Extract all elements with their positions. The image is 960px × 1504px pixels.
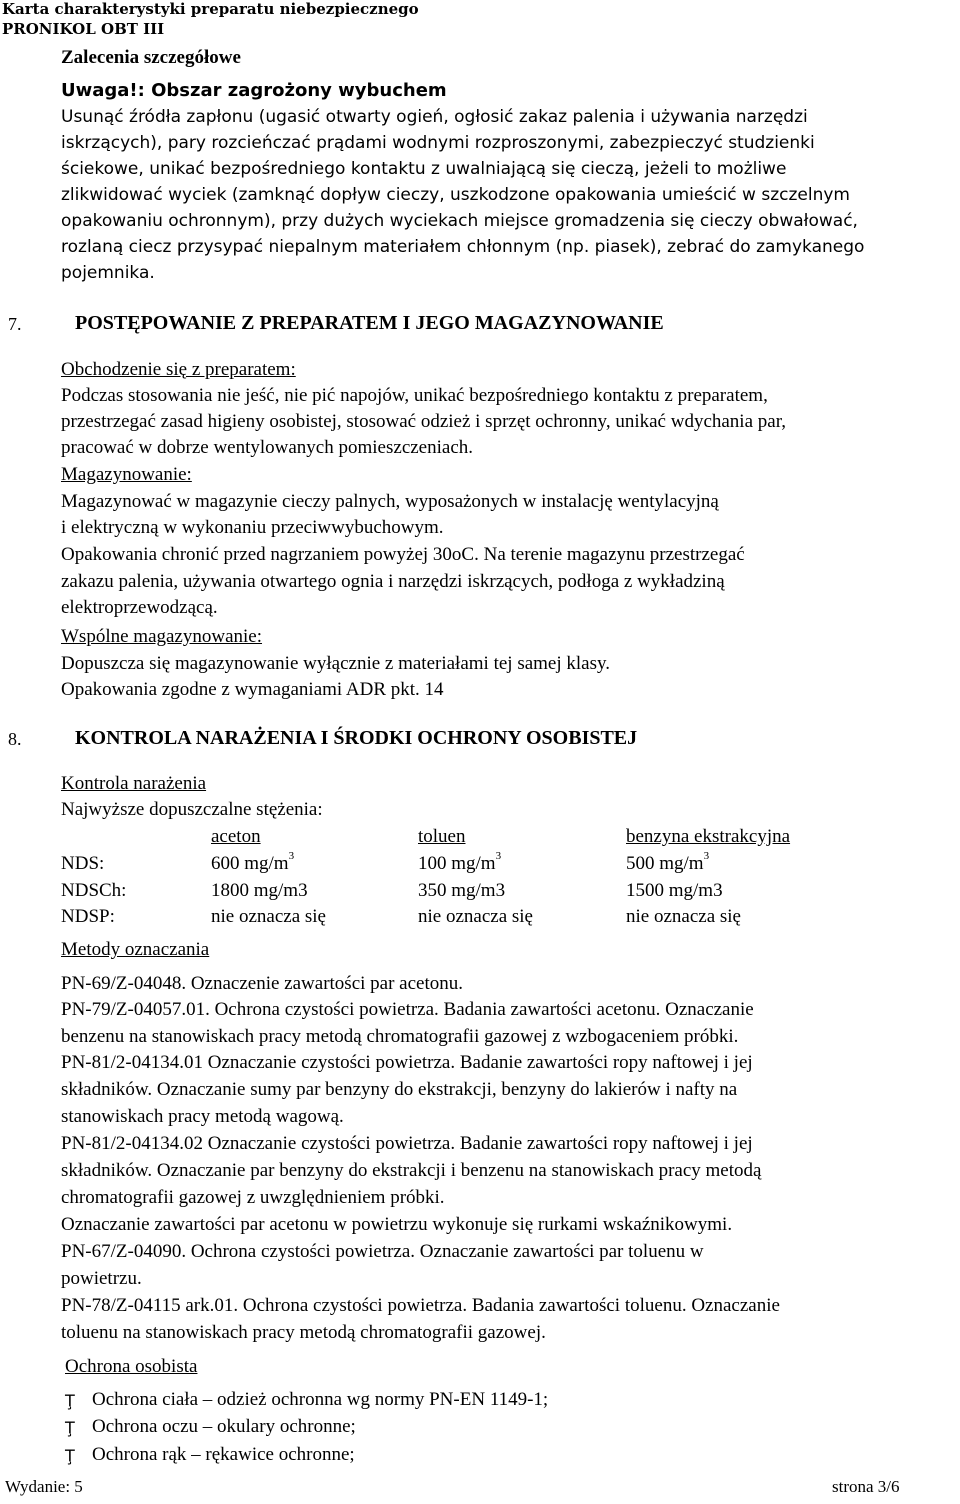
storage-line: i elektryczną w wykonaniu przeciwwybuchowym. [61, 517, 444, 538]
protection-item: Ochrona oczu – okulary ochronne; [92, 1416, 356, 1437]
bullet-icon: Ţ [65, 1418, 75, 1437]
method-line: PN-78/Z-04115 ark.01. Ochrona czystości powietrza. Badania zawartości toluenu. Oznaczanie [61, 1295, 780, 1316]
method-line: składników. Oznaczanie sumy par benzyny do ekstrakcji, benzyny do lakierów i nafty na [61, 1079, 738, 1100]
table-cell: 1500 mg/m3 [626, 880, 723, 901]
table-cell [626, 850, 710, 875]
storage-heading-text: Magazynowanie: [61, 464, 192, 485]
section6-line: opakowaniu ochronnym), przy dużych wyciekach miejsce gromadzenia się cieczy obwałować, [61, 211, 858, 231]
superscript: 3 [495, 850, 502, 862]
method-line: benzenu na stanowiskach pracy metodą chromatografii gazowej z wzbogaceniem próbki. [61, 1026, 739, 1047]
exposure-control-heading: Kontrola narażenia [61, 773, 207, 794]
method-line: PN-67/Z-04090. Ochrona czystości powietrza. Oznaczanie zawartości par toluenu w [61, 1241, 704, 1262]
table-column-header: toluen [418, 826, 466, 847]
limits-heading: Najwyższe dopuszczalne stężenia: [61, 799, 323, 820]
section7-title: POSTĘPOWANIE Z PREPARATEM I JEGO MAGAZYNOWANIE [75, 312, 664, 334]
handling-line: pracować w dobrze wentylowanych pomieszczeniach. [61, 437, 474, 458]
section6-line: iskrzących), pary rozcieńczać prądami wodnymi rozproszonymi, zabezpieczyć studzienki [61, 133, 815, 153]
protection-item: Ochrona rąk – rękawice ochronne; [92, 1444, 355, 1465]
table-column-header: benzyna ekstrakcyjna [626, 826, 791, 847]
footer-edition: Wydanie: 5 [5, 1477, 83, 1496]
storage-heading [61, 464, 192, 486]
section6-line: rozlaną ciecz przysypać niepalnym materiałem chłonnym (np. piasek), zebrać do zamykanego [61, 237, 865, 257]
table-cell-value: 600 mg/m [211, 853, 289, 874]
method-line: Oznaczanie zawartości par acetonu w powietrzu wykonuje się rurkami wskaźnikowymi. [61, 1214, 733, 1235]
table-cell: nie oznacza się [626, 906, 741, 927]
table-cell [211, 850, 295, 875]
section8-number: 8. [8, 729, 22, 749]
handling-heading: Obchodzenie się z preparatem: [61, 359, 296, 380]
table-cell: nie oznacza się [211, 906, 326, 927]
common-storage-line: Dopuszcza się magazynowanie wyłącznie z materiałami tej samej klasy. [61, 653, 611, 674]
superscript: 3 [703, 850, 710, 862]
storage-line: Magazynować w magazynie cieczy palnych, wyposażonych w instalację wentylacyjną [61, 491, 719, 512]
handling-line: przestrzegać zasad higieny osobistej, stosować odzież i sprzęt ochronny, unikać wdychania par, [61, 411, 787, 432]
method-line: składników. Oznaczanie par benzyny do ekstrakcji i benzenu na stanowiskach pracy metodą [61, 1160, 762, 1181]
bullet-icon: Ţ [65, 1446, 75, 1465]
method-line: PN-79/Z-04057.01. Ochrona czystości powietrza. Badania zawartości acetonu. Oznaczanie [61, 999, 754, 1020]
method-line: powietrzu. [61, 1268, 142, 1289]
common-storage-line: Opakowania zgodne z wymaganiami ADR pkt. 14 [61, 679, 444, 700]
table-cell-value: 100 mg/m [418, 853, 496, 874]
table-row-label: NDSP: [61, 906, 115, 927]
section6-line: zlikwidować wyciek (zamknąć dopływ cieczy, uszkodzone opakowania umieścić w szczelnym [61, 185, 850, 205]
storage-line: zakazu palenia, używania otwartego ognia i narzędzi iskrzących, podłoga z wykładziną [61, 571, 725, 592]
protection-item: Ochrona ciała – odzież ochronna wg normy PN-EN 1149-1; [92, 1389, 549, 1410]
method-line: PN-81/2-04134.02 Oznaczanie czystości powietrza. Badanie zawartości ropy naftowej i jej [61, 1133, 753, 1154]
table-cell: 350 mg/m3 [418, 880, 506, 901]
table-row-label: NDSCh: [61, 880, 127, 901]
table-column-header: aceton [211, 826, 261, 847]
bullet-icon: Ţ [65, 1391, 75, 1410]
method-line: chromatografii gazowej z uwzględnieniem próbki. [61, 1187, 445, 1208]
method-line: PN-69/Z-04048. Oznaczenie zawartości par acetonu. [61, 973, 463, 994]
section6-warning: Uwaga!: Obszar zagrożony wybuchem [61, 80, 447, 101]
superscript: 3 [288, 850, 295, 862]
personal-protection-heading: Ochrona osobista [65, 1356, 198, 1377]
section7-number: 7. [8, 314, 22, 334]
storage-line: elektroprzewodzącą. [61, 597, 218, 618]
section6-line: Usunąć źródła zapłonu (ugasić otwarty ogień, ogłosić zakaz palenia i używania narzędzi [61, 107, 808, 127]
storage-line: Opakowania chronić przed nagrzaniem powyżej 30oC. Na terenie magazynu przestrzegać [61, 544, 745, 565]
methods-heading: Metody oznaczania [61, 939, 210, 960]
section6-line: ściekowe, unikać bezpośredniego kontaktu z uwalniającą się cieczą, jeżeli to możliwe [61, 159, 787, 179]
document-title: Karta charakterystyki preparatu niebezpiecznego [2, 0, 419, 18]
section8-title: KONTROLA NARAŻENIA I ŚRODKI OCHRONY OSOBISTEJ [75, 727, 638, 749]
product-name: PRONIKOL OBT III [2, 20, 165, 38]
section6-subtitle: Zalecenia szczegółowe [61, 47, 241, 68]
common-storage-heading: Wspólne magazynowanie: [61, 626, 263, 647]
table-cell [418, 850, 502, 875]
method-line: PN-81/2-04134.01 Oznaczanie czystości powietrza. Badanie zawartości ropy naftowej i jej [61, 1052, 753, 1073]
handling-line: Podczas stosowania nie jeść, nie pić napojów, unikać bezpośredniego kontaktu z preparatem, [61, 385, 768, 406]
table-cell: 1800 mg/m3 [211, 880, 308, 901]
table-row-label: NDS: [61, 853, 105, 874]
table-cell-value: 500 mg/m [626, 853, 704, 874]
table-cell: nie oznacza się [418, 906, 533, 927]
footer-page-number: strona 3/6 [832, 1477, 900, 1496]
method-line: stanowiskach pracy metodą wagową. [61, 1106, 344, 1127]
method-line: toluenu na stanowiskach pracy metodą chromatografii gazowej. [61, 1322, 546, 1343]
section6-line: pojemnika. [61, 263, 155, 283]
